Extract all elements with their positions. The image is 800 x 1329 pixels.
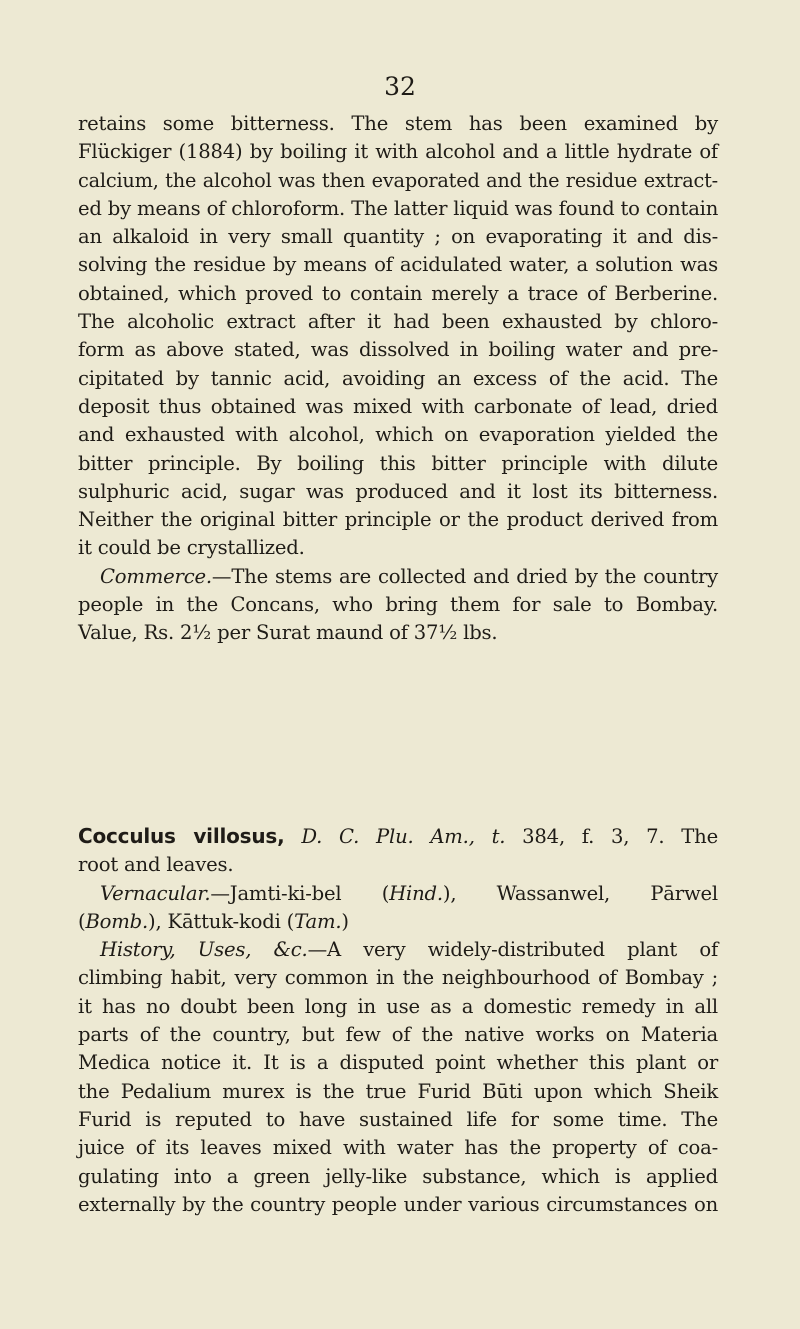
text-line: it has no doubt been long in use as a domestic remedy in all (78, 994, 718, 1018)
vernacular-line: Vernacular.—Jamti-ki-bel (Hind.), Wassanwel, Pārwel (100, 881, 718, 905)
vernacular-text: —Jamti-ki-bel (210, 881, 342, 905)
text-line: obtained, which proved to contain merely a trace of Berberine. (78, 281, 718, 305)
text-line: Value, Rs. 2½ per Surat maund of 37½ lbs. (78, 621, 498, 645)
text-line: and exhausted with alcohol, which on evaporation yielded the (78, 423, 718, 447)
text-line: retains some bitterness. The stem has been examined by (78, 112, 718, 135)
text-line: Flückiger (1884) by boiling it with alcohol and a little hydrate of (78, 140, 718, 164)
text-line: the Pedalium murex is the true Furid Būti upon which Sheik (78, 1079, 718, 1103)
species-name: Cocculus villosus, (78, 824, 285, 848)
text-line: calcium, the alcohol was then evaporated and the residue extract- (78, 168, 718, 192)
lang-bomb: Bomb. (85, 909, 148, 933)
text-line: ed by means of chloroform. The latter liquid was found to contain (78, 196, 719, 220)
vernacular-text: Kāttuk-kodi (167, 909, 281, 933)
text-line: deposit thus obtained was mixed with carbonate of lead, dried (78, 394, 718, 418)
commerce-text: —The stems are collected and dried by the country (211, 564, 718, 588)
text-line: an alkaloid in very small quantity ; on evaporating it and dis- (78, 225, 718, 249)
page-number: 32 (384, 72, 416, 101)
text-line: climbing habit, very common in the neighbourhood of Bombay ; (78, 966, 718, 990)
text-line: Medica notice it. It is a disputed point whether this plant or (78, 1051, 718, 1075)
lang-hind: Hind. (389, 881, 443, 905)
vernacular-label: Vernacular. (100, 881, 211, 905)
species-reference: D. C. Plu. Am., t. (301, 825, 506, 848)
text-line: The alcoholic extract after it had been exhausted by chloro- (78, 310, 718, 334)
text-line: bitter principle. By boiling this bitter principle with dilute (78, 451, 718, 475)
text-line: people in the Concans, who bring them for sale to Bombay. (78, 593, 718, 617)
commerce-label: Commerce. (100, 564, 212, 588)
text-line: externally by the country people under various circumstances on (78, 1192, 718, 1216)
text-line: Neither the original bitter principle or the product derived from (78, 508, 718, 532)
text-line: parts of the country, but few of the native works on Materia (78, 1023, 718, 1047)
vernacular-line-2: (Bomb.), Kāttuk-kodi (Tam.) (78, 909, 349, 933)
history-text: —A very widely-distributed plant of (307, 938, 719, 962)
text-line: form as above stated, was dissolved in boiling water and pre- (78, 338, 718, 362)
text-line: it could be crystallized. (78, 536, 305, 560)
paragraph-chemistry (78, 110, 718, 648)
text-line: sulphuric acid, sugar was produced and it lost its bitterness. (78, 479, 718, 503)
text-line: root and leaves. (78, 853, 234, 877)
history-label: History, Uses, &c. (100, 938, 308, 962)
text-line: cipitated by tannic acid, avoiding an excess of the acid. The (78, 366, 718, 390)
vernacular-text: Wassanwel, Pārwel (496, 881, 718, 905)
text-line: juice of its leaves mixed with water has the property of coa- (78, 1136, 718, 1160)
paragraph-cocculus (78, 822, 718, 1219)
commerce-line (78, 563, 718, 591)
history-line (78, 936, 718, 964)
text-line: Furid is reputed to have sustained life for some time. The (78, 1107, 718, 1131)
species-reference-rest: 384, f. 3, 7. The (522, 825, 718, 848)
text-line: solving the residue by means of acidulated water, a solution was (78, 253, 718, 277)
lang-tam: Tam. (294, 909, 342, 933)
species-heading-line (78, 822, 718, 851)
text-line: gulating into a green jelly-like substance, which is applied (78, 1164, 718, 1188)
